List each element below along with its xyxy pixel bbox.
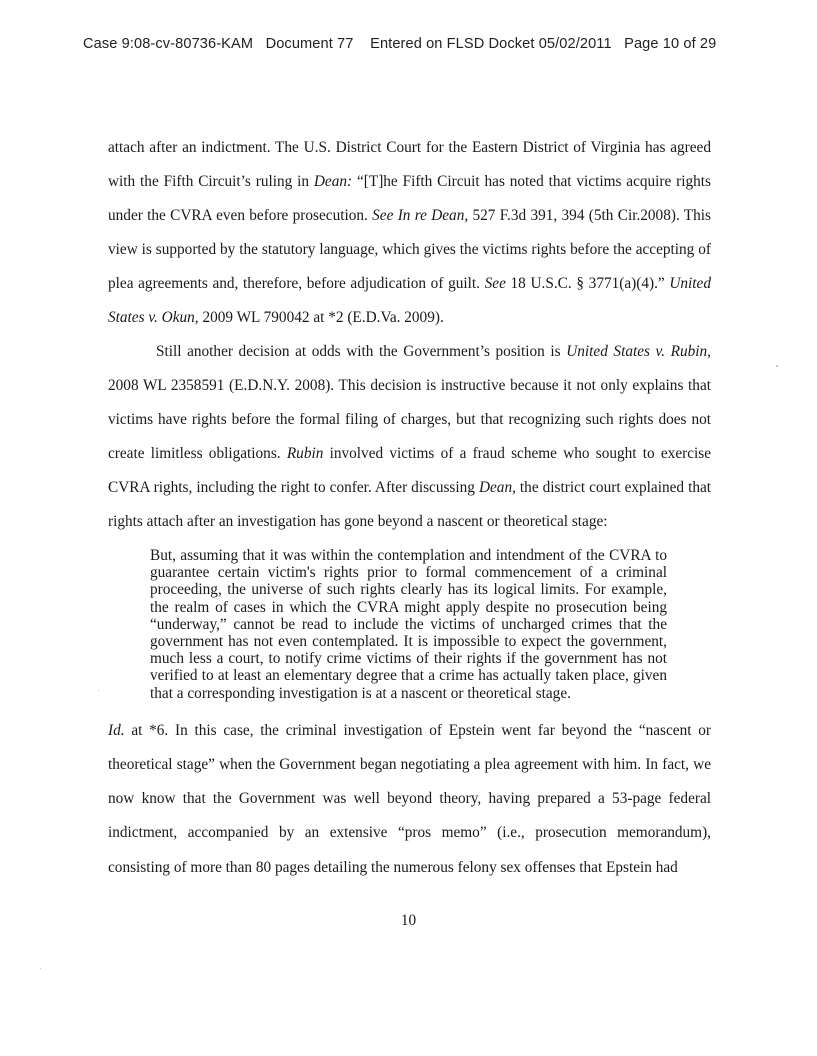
text-run: , 2008 WL 2358591 (E.D.N.Y. 2008). This decision is instructive because it not only explains that victims have rights before the formal filing of charges, but that recognizing such rights does not create limitless obligations. <box>108 343 711 462</box>
text-run: attach after an indictment. The U.S. District Court for the Eastern District of Virginia has agreed with the Fifth Circuit’s ruling in <box>108 139 711 190</box>
text-run: 2009 WL 790042 at *2 (E.D.Va. 2009). <box>198 309 444 326</box>
case-name-italic: United States v. Rubin <box>566 343 708 360</box>
paragraph-dean-okun <box>108 131 711 335</box>
page-body <box>108 131 711 885</box>
document-number: Document 77 <box>265 36 354 52</box>
docket-entry: Entered on FLSD Docket 05/02/2011 <box>370 36 612 52</box>
text-run: Still another decision at odds with the Government’s position is <box>156 343 567 360</box>
case-name-italic: Dean: <box>313 173 353 190</box>
block-quote-text: But, assuming that it was within the contemplation and intendment of the CVRA to guarantee certain victim's rights prior to formal commencement of a criminal proceeding, the universe of such rights clearly has its logical limits. For example, the realm of cases in which the CVRA might apply despite no prosecution being “underway,” cannot be read to include the victims of uncharged crimes that the government has not even contemplated. It is impossible to expect the government, much less a court, to notify crime victims of their rights if the government has not verified to at least an elementary degree that a crime has actually taken place, given that a corresponding investigation is at a nascent or theoretical stage. <box>150 547 667 702</box>
case-name-italic: United States v. Okun, <box>108 275 711 326</box>
paragraph-epstein-investigation <box>108 714 711 885</box>
paragraph-rubin <box>108 335 711 539</box>
text-run: at *6. In this case, the criminal investigation of Epstein went far beyond the “nascent or theoretical stage” when the Government began negotiating a plea agreement with him. In fact, we now know that the Government was well beyond theory, having prepared a 53-page federal indictment, accompanied by an extensive “pros memo” (i.e., prosecution memorandum), consisting of more than 80 pages detailing the numerous felony sex offenses that Epstein had <box>108 721 711 876</box>
text-run: “[T]he Fifth Circuit has noted that victims acquire rights under the CVRA even before prosecution. <box>108 173 711 224</box>
scan-speck <box>40 968 41 969</box>
block-quote <box>150 547 667 702</box>
case-number: Case 9:08-cv-80736-KAM <box>83 36 254 52</box>
citation-italic: See <box>484 275 506 292</box>
text-run: involved victims of a fraud scheme who sought to exercise CVRA rights, including the right to confer. After discussing <box>108 445 711 496</box>
case-name-italic: Rubin <box>286 445 324 462</box>
text-run: 527 F.3d 391, 394 (5th Cir.2008). This view is supported by the statutory language, which gives the victims rights before the accepting of plea agreements and, therefore, before adjudication of guilt. <box>108 207 712 292</box>
citation-italic: Id. <box>108 721 125 739</box>
docket-header <box>83 36 743 52</box>
scan-speck <box>98 690 99 691</box>
case-name-italic: Dean <box>478 479 513 496</box>
citation-italic: See In re Dean, <box>372 207 469 224</box>
text-run: , the district court explained that rights attach after an investigation has gone beyond a nascent or theoretical stage: <box>108 479 712 530</box>
page-number: 10 <box>400 912 417 929</box>
text-run: 18 U.S.C. § 3771(a)(4).” <box>505 275 670 292</box>
scan-speck <box>776 365 778 367</box>
page-count: Page 10 of 29 <box>624 36 717 52</box>
